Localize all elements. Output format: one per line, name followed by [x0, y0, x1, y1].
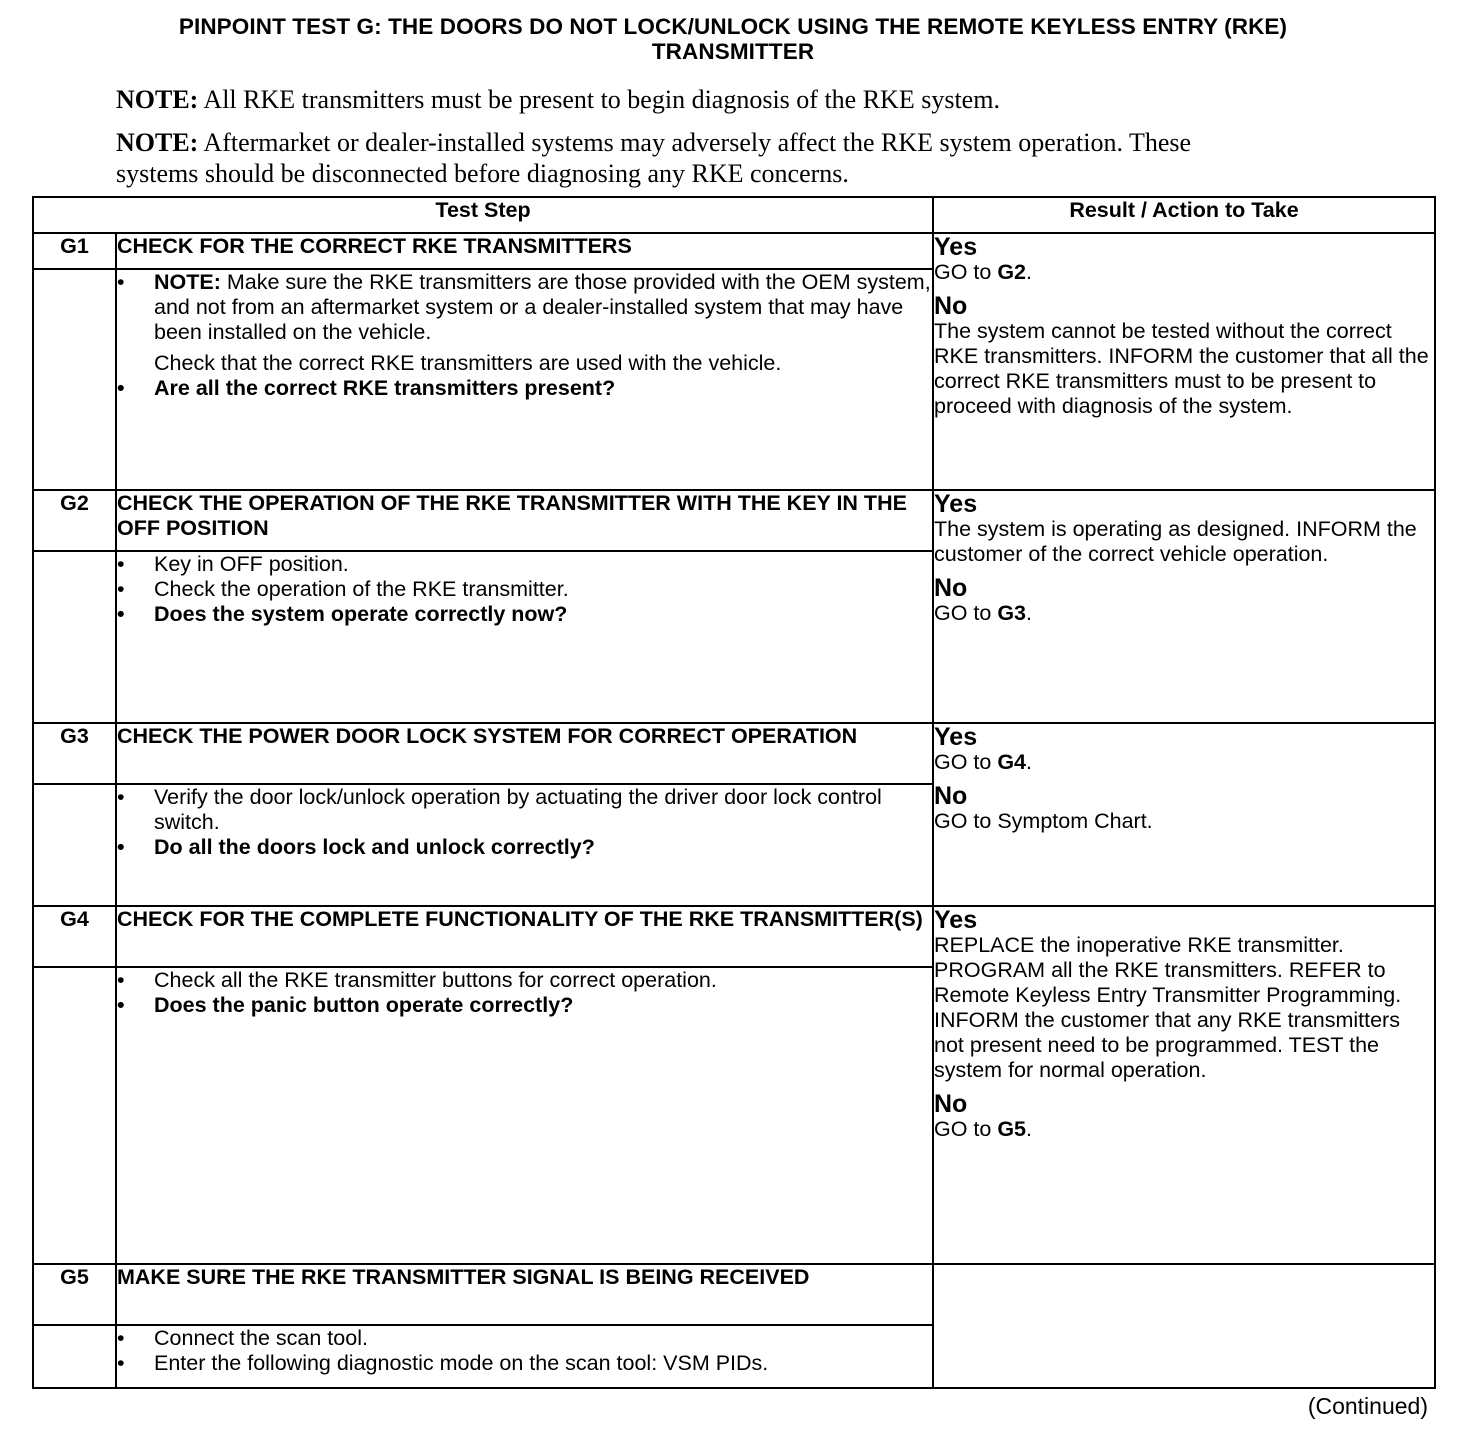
step-id-spacer: [33, 967, 116, 1264]
title-line-1: PINPOINT TEST G: THE DOORS DO NOT LOCK/UNLOCK USING THE REMOTE KEYLESS ENTRY (RKE): [178, 14, 1288, 39]
yes-label: Yes: [934, 233, 978, 261]
step-title: CHECK THE OPERATION OF THE RKE TRANSMITTER WITH THE KEY IN THE OFF POSITION: [116, 490, 933, 551]
note-2: [116, 127, 1236, 189]
note-label: NOTE:: [116, 85, 199, 114]
step-subtext: Check that the correct RKE transmitters are used with the vehicle.: [154, 351, 782, 375]
goto-link: G4: [997, 750, 1027, 774]
no-prefix: GO to: [934, 601, 998, 625]
step-title: CHECK FOR THE COMPLETE FUNCTIONALITY OF THE RKE TRANSMITTER(S): [116, 906, 933, 967]
yes-action: [934, 750, 1434, 775]
step-body: [116, 1325, 933, 1388]
step-id: G5: [33, 1264, 116, 1325]
list-item: • Key in OFF position.: [117, 552, 932, 577]
no-label: No: [934, 574, 968, 602]
step-result: [933, 1264, 1435, 1388]
title-line-2: TRANSMITTER: [651, 39, 815, 64]
notes-section: [116, 84, 1236, 201]
step-question: • Does the system operate correctly now?: [117, 602, 932, 627]
step-result: [933, 906, 1435, 1264]
step-title: CHECK FOR THE CORRECT RKE TRANSMITTERS: [116, 233, 933, 269]
no-action: [934, 1117, 1434, 1142]
step-row-g2-title: [33, 490, 1435, 551]
step-result: [933, 490, 1435, 723]
yes-action: The system is operating as designed. INFORM the customer of the correct vehicle operation.: [934, 517, 1417, 566]
yes-suffix: .: [1026, 750, 1032, 774]
step-body: [116, 269, 933, 490]
step-id-spacer: [33, 784, 116, 906]
list-item: • Check all the RKE transmitter buttons for correct operation.: [117, 968, 932, 993]
no-action: GO to Symptom Chart.: [934, 809, 1153, 833]
note-1: [116, 84, 1236, 115]
step-id: G2: [33, 490, 116, 551]
yes-action: REPLACE the inoperative RKE transmitter. PROGRAM all the RKE transmitters. REFER to Remote Keyless Entry Transmitter Programming. INFORM the customer that any RKE transmitters not present need to be programmed. TEST the system for normal operation.: [934, 933, 1402, 1082]
no-suffix: .: [1026, 1117, 1032, 1141]
step-id: G3: [33, 723, 116, 784]
step-id-spacer: [33, 269, 116, 490]
step-id: G1: [33, 233, 116, 269]
yes-action: [934, 260, 1434, 285]
no-label: No: [934, 782, 968, 810]
note-text: Aftermarket or dealer-installed systems may adversely affect the RKE system operation. These systems should be disconnected before diagnosing any RKE concerns.: [116, 128, 1192, 188]
table-header-row: [33, 197, 1435, 233]
list-item: [117, 270, 932, 345]
yes-label: Yes: [934, 490, 978, 518]
step-question: • Do all the doors lock and unlock correctly?: [117, 835, 932, 860]
step-result: [933, 233, 1435, 490]
yes-prefix: GO to: [934, 750, 998, 774]
no-suffix: .: [1026, 601, 1032, 625]
step-result: [933, 723, 1435, 906]
list-item: • Verify the door lock/unlock operation by actuating the driver door lock control switch.: [117, 785, 932, 835]
step-body: [116, 784, 933, 906]
yes-label: Yes: [934, 723, 978, 751]
list-item: • Connect the scan tool.: [117, 1326, 932, 1351]
step-row-g3-title: [33, 723, 1435, 784]
no-label: No: [934, 1090, 968, 1118]
no-action: [934, 601, 1434, 626]
no-action: The system cannot be tested without the correct RKE transmitters. INFORM the customer that all the correct RKE transmitters must to be present to proceed with diagnosis of the system.: [934, 319, 1429, 418]
yes-prefix: GO to: [934, 260, 998, 284]
yes-suffix: .: [1026, 260, 1032, 284]
note-text: All RKE transmitters must be present to begin diagnosis of the RKE system.: [203, 85, 1000, 114]
yes-label: Yes: [934, 906, 978, 934]
list-item: • Check the operation of the RKE transmitter.: [117, 577, 932, 602]
continued-label: (Continued): [1307, 1393, 1428, 1419]
header-result-action: Result / Action to Take: [933, 197, 1435, 233]
step-question: • Does the panic button operate correctly?: [117, 993, 932, 1018]
page-title: [0, 14, 1466, 64]
step-body: [116, 967, 933, 1264]
note-label: NOTE:: [154, 270, 221, 294]
goto-link: G3: [997, 601, 1027, 625]
step-title: CHECK THE POWER DOOR LOCK SYSTEM FOR CORRECT OPERATION: [116, 723, 933, 784]
step-id-spacer: [33, 551, 116, 723]
note-text: Make sure the RKE transmitters are those provided with the OEM system, and not from an aftermarket system or a dealer-installed system that may have been installed on the vehicle.: [154, 270, 931, 344]
goto-link: G2: [997, 260, 1027, 284]
no-prefix: GO to: [934, 1117, 998, 1141]
pinpoint-test-table: [32, 196, 1436, 1389]
note-label: NOTE:: [116, 128, 199, 157]
step-row-g5-title: [33, 1264, 1435, 1325]
step-question: • Are all the correct RKE transmitters present?: [117, 376, 932, 401]
step-id-spacer: [33, 1325, 116, 1388]
step-row-g1-title: [33, 233, 1435, 269]
no-label: No: [934, 292, 968, 320]
step-id: G4: [33, 906, 116, 967]
step-body: [116, 551, 933, 723]
step-title: MAKE SURE THE RKE TRANSMITTER SIGNAL IS BEING RECEIVED: [116, 1264, 933, 1325]
goto-link: G5: [997, 1117, 1027, 1141]
list-item: • Enter the following diagnostic mode on the scan tool: VSM PIDs.: [117, 1351, 932, 1376]
step-row-g4-title: [33, 906, 1435, 967]
header-test-step: Test Step: [33, 197, 933, 233]
